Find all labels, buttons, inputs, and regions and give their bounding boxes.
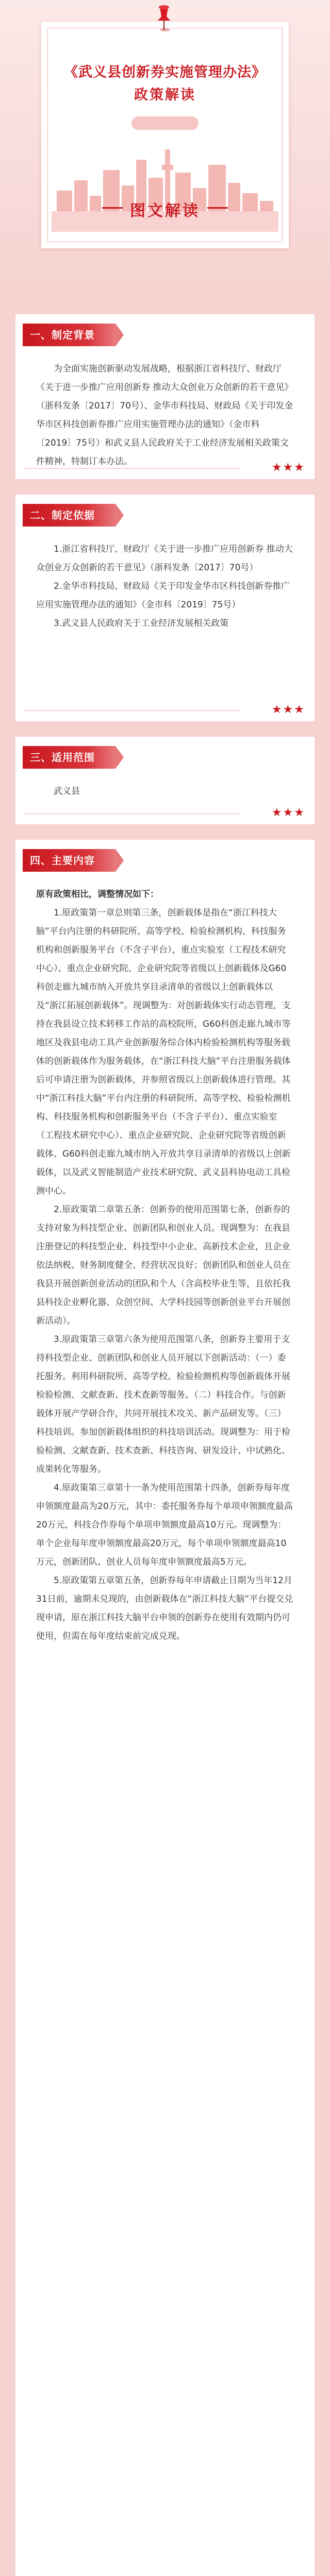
stars-decoration: ★★★ — [271, 806, 305, 819]
paragraph: 为全面实施创新驱动发展战略，根据浙江省科技厅、财政厅《关于进一步推广应用创新券 推动大众创业万众创新的若干意见》（浙科发条〔2017〕70号）、金华市科技局、财政局《关于印发金华市区科技创新券推广应用实施管理办法的通知》（金市科〔2019〕75号）和武义县人民政府关于工业经济发展相关政策文件精神，特制订本办法。 — [36, 364, 293, 467]
paragraph: 原有政策相比，调整情况如下： — [36, 889, 159, 900]
section-heading: 四、主要内容 — [23, 849, 116, 872]
paragraph: 3.武义县人民政府关于工业经济发展相关政策 — [54, 618, 229, 629]
paragraph: 1.浙江省科技厅、财政厅《关于进一步推广应用创新券 推动大众创业万众创新的若干意见》（浙科发条〔2017〕70号） — [36, 544, 293, 573]
section-body — [36, 782, 294, 801]
section-heading: 三、适用范围 — [23, 746, 116, 769]
paragraph: 3.原政策第三章第六条为使用范围第八条，创新券主要用于支持科技型企业、创新团队和创业人员开展以下创新活动：（一）委托服务。利用科研院所、高等学校、检验检测机构等创新载体开展检验检测、文献查新、技术查新等服务。（二）科技合作。与创新载体开展产学研合作，共同开展技术攻关、新产品研发等。（三）科技培训。参加创新载体组织的科技培训活动。现调整为：用于检验检测、文献查新、技术查新、科技咨询、研发设计、中试熟化、成果转化等服务。 — [36, 1334, 290, 1475]
section-body — [36, 360, 294, 471]
stars-decoration: ★★★ — [271, 703, 305, 716]
paragraph: 2.原政策第二章第五条：创新券的使用范围第七条，创新券的支持对象为科技型企业、创新团队和创业人员。现调整为：在我县注册登记的科技型企业、科技型中小企业、高新技术企业，且企业依法纳税、财务制度健全、经营状况良好；创新团队和创业人员在我县开展创新创业活动的团队和个人（含高校毕业生等，且依托我县科技企业孵化器、众创空间、大学科技园等创新创业平台开展创新活动）。 — [36, 1205, 290, 1326]
paragraph: 5.原政策第五章第五条，创新券每年申请截止日期为当年12月31日前，逾期未兑现的，由创新载体在“浙江科技大脑”平台提交兑现申请，原在浙江科技大脑平台申领的创新券在使用有效期内仍可使用，但需在每年度结束前完成兑现。 — [36, 1575, 293, 1641]
section-background — [15, 314, 315, 479]
section-heading: 一、制定背景 — [23, 324, 116, 346]
paragraph: 武义县 — [54, 786, 80, 796]
banner-rule-right — [207, 207, 228, 209]
section-main-content — [15, 840, 315, 2576]
header-banner — [0, 0, 330, 289]
paragraph: 1.原政策第一章总则第三条，创新载体是指在“浙江科技大脑”平台内注册的科研院所、高等学校、检验检测机构、科技服务机构和创新服务平台（不含子平台），重点实验室（工程技术研究中心）、重点企业研究院、企业研究院等省级以上创新载体及G60科创走廊九城市纳入开放共享目录清单的省级以上创新载体以及“浙江拓展创新载体”。现调整为：对创新载体实行动态管理，支持在我县设立技术转移工作站的高校院所，G60科创走廊九城市等地区及我县电动工具产业创新服务综合体内检验检测机构等服务载体的创新载体作为服务载体，在“浙江科技大脑”平台注册服务载体后可申请注册为创新载体，并参照省级以上创新载体进行管理。其中“浙江科技大脑”平台内注册的科研院所、高等学校、检验检测机构、科技服务机构和创新服务平台（不含子平台）、重点实验室（工程技术研究中心）、重点企业研究院、企业研究院等省级创新载体、G60科创走廊九城市纳入开放共享目录清单的省级以上创新载体，以及武义智能制造产业技术研究院、武义县科协电动工具检测中心。 — [36, 908, 291, 1196]
section-heading: 二、制定依据 — [23, 504, 116, 527]
subtitle-pill — [131, 116, 199, 130]
pin-icon — [153, 3, 175, 33]
stars-decoration: ★★★ — [271, 461, 305, 474]
paragraph: 2.金华市科技局、财政局《关于印发金华市区科技创新券推广应用实施管理办法的通知》（金市科〔2019〕75号） — [36, 581, 290, 610]
banner-label: 图文解读 — [130, 202, 200, 220]
page-subtitle: 政策解读 — [134, 87, 196, 103]
section-body — [36, 540, 294, 633]
section-basis — [15, 495, 315, 721]
paragraph: 4.原政策第三章第十一条为使用范围第十四条，创新券每年度申领额度最高为20万元，其中：委托服务券每个单项申领额度最高20万元，科技合作券每个单项申领额度最高10万元。现调整为：单个企业每年度申领额度最高20万元，每个单项申领额度最高10万元，创新团队、创业人员每年度申领额度最高5万元。 — [36, 1483, 293, 1567]
section-scope — [15, 737, 315, 824]
divider — [24, 468, 240, 469]
page-title: 《武义县创新券实施管理办法》 — [64, 64, 266, 80]
divider — [24, 710, 240, 711]
section-body — [36, 885, 294, 1646]
